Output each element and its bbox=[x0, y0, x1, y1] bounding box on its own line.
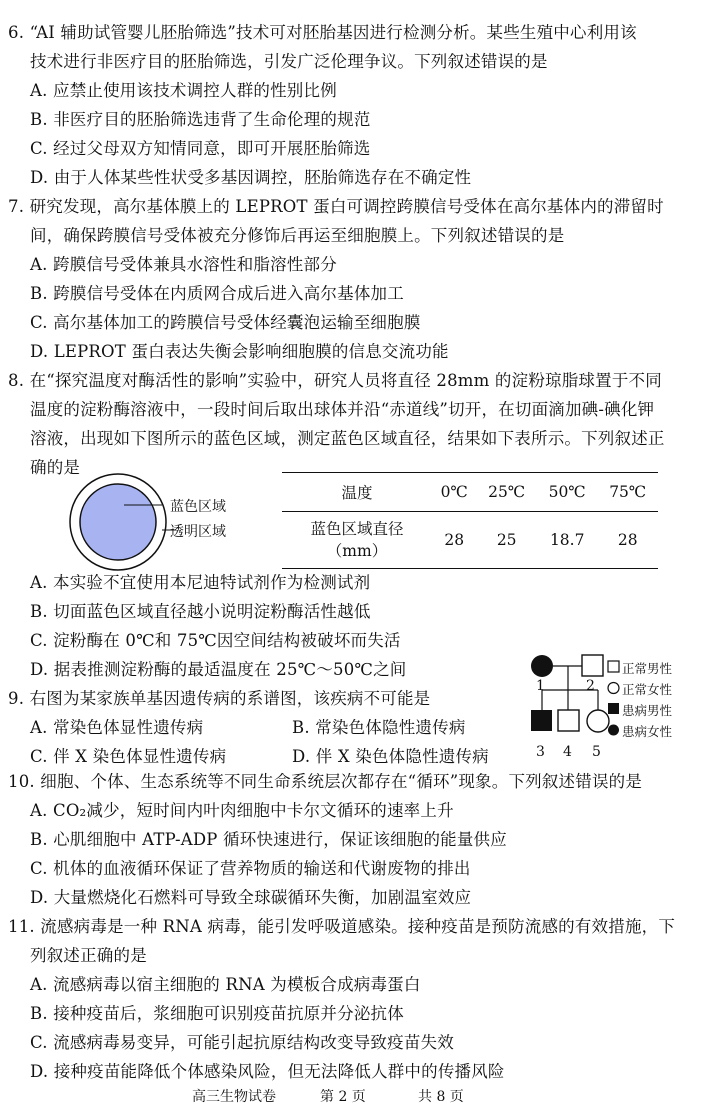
header-0c: 0℃ bbox=[432, 473, 476, 512]
q8-stem-line2: 温度的淀粉酶溶液中，一段时间后取出球体并沿“赤道线”切开，在切面滴加碘-碘化钾 bbox=[30, 400, 655, 419]
temperature-table bbox=[282, 472, 658, 569]
q8-stem-line3: 溶液，出现如下图所示的蓝色区域，测定蓝色区域直径，结果如下表所示。下列叙述正 bbox=[30, 429, 665, 448]
q7-stem-line1: 7. 研究发现，高尔基体膜上的 LEPROT 蛋白可调控跨膜信号受体在高尔基体内的滞留时 bbox=[8, 197, 664, 216]
q10-option-c: C. 机体的血液循环保证了营养物质的输送和代谢废物的排出 bbox=[30, 859, 471, 878]
pedigree-id-3: 3 bbox=[536, 744, 545, 760]
pedigree-chart bbox=[520, 648, 620, 748]
header-temperature: 温度 bbox=[282, 473, 432, 512]
footer-total: 共 8 页 bbox=[418, 1089, 464, 1105]
agar-sphere-figure bbox=[58, 468, 178, 576]
row-label-line2: （mm） bbox=[326, 542, 388, 560]
q11-option-a: A. 流感病毒以宿主细胞的 RNA 为模板合成病毒蛋白 bbox=[30, 975, 421, 994]
q11-stem-line2: 列叙述正确的是 bbox=[30, 946, 147, 965]
individual-1-affected-female bbox=[531, 655, 553, 677]
footer-subject: 高三生物试卷 bbox=[192, 1089, 276, 1105]
q7-option-a: A. 跨膜信号受体兼具水溶性和脂溶性部分 bbox=[30, 255, 337, 274]
q11-option-c: C. 流感病毒易变异，可能引起抗原结构改变导致疫苗失效 bbox=[30, 1033, 454, 1052]
legend-normal-female: 正常女性 bbox=[622, 682, 673, 697]
value-25c: 25 bbox=[476, 512, 537, 569]
legend-affected-male: 患病男性 bbox=[622, 703, 673, 718]
pedigree-legend-symbols bbox=[606, 658, 622, 742]
value-50c: 18.7 bbox=[537, 512, 598, 569]
pedigree-id-1: 1 bbox=[536, 678, 545, 694]
legend-normal-male: 正常男性 bbox=[622, 661, 673, 676]
pedigree-id-4: 4 bbox=[563, 744, 572, 760]
q9-option-c: C. 伴 X 染色体显性遗传病 bbox=[30, 747, 227, 766]
individual-2-normal-male bbox=[582, 655, 603, 676]
individual-3-affected-male bbox=[531, 710, 552, 731]
q8-option-c: C. 淀粉酶在 0℃和 75℃因空间结构被破坏而失活 bbox=[30, 631, 401, 650]
legend-normal-female-icon bbox=[608, 683, 619, 694]
row-label bbox=[282, 512, 432, 569]
legend-affected-female-icon bbox=[608, 725, 619, 736]
q11-option-d: D. 接种疫苗能降低个体感染风险，但无法降低人群中的传播风险 bbox=[30, 1062, 505, 1081]
legend-affected-female: 患病女性 bbox=[622, 724, 673, 739]
clear-zone-label: 透明区域 bbox=[170, 524, 226, 540]
q8-stem-line1: 8. 在“探究温度对酶活性的影响”实验中，研究人员将直径 28mm 的淀粉琼脂球置于不同 bbox=[8, 371, 662, 390]
legend-affected-male-icon bbox=[608, 703, 619, 714]
header-25c: 25℃ bbox=[476, 473, 537, 512]
individual-4-normal-male bbox=[558, 710, 579, 731]
footer-page: 第 2 页 bbox=[320, 1089, 366, 1105]
q6-option-a: A. 应禁止使用该技术调控人群的性别比例 bbox=[30, 81, 337, 100]
q8-option-d: D. 据表推测淀粉酶的最适温度在 25℃～50℃之间 bbox=[30, 660, 407, 679]
pedigree-id-2: 2 bbox=[586, 678, 595, 694]
q6-option-d: D. 由于人体某些性状受多基因调控，胚胎筛选存在不确定性 bbox=[30, 168, 472, 187]
q6-stem-line1: 6. “AI 辅助试管婴儿胚胎筛选”技术可对胚胎基因进行检测分析。某些生殖中心利用该 bbox=[8, 23, 637, 42]
q9-option-a: A. 常染色体显性遗传病 bbox=[30, 718, 204, 737]
legend-normal-male-icon bbox=[608, 661, 619, 672]
q6-option-c: C. 经过父母双方知情同意，即可开展胚胎筛选 bbox=[30, 139, 371, 158]
q7-option-c: C. 高尔基体加工的跨膜信号受体经囊泡运输至细胞膜 bbox=[30, 313, 421, 332]
q8-stem-line4: 确的是 bbox=[30, 458, 81, 477]
blue-zone-label: 蓝色区域 bbox=[170, 499, 226, 515]
header-75c: 75℃ bbox=[597, 473, 658, 512]
q9-stem: 9. 右图为某家族单基因遗传病的系谱图，该疾病不可能是 bbox=[8, 689, 431, 708]
value-0c: 28 bbox=[432, 512, 476, 569]
q9-option-b: B. 常染色体隐性遗传病 bbox=[292, 718, 466, 737]
blue-zone-circle bbox=[80, 484, 156, 560]
q10-option-b: B. 心肌细胞中 ATP-ADP 循环快速进行，保证该细胞的能量供应 bbox=[30, 830, 507, 849]
q11-stem-line1: 11. 流感病毒是一种 RNA 病毒，能引发呼吸道感染。接种疫苗是预防流感的有效措施，下 bbox=[8, 917, 676, 936]
header-50c: 50℃ bbox=[537, 473, 598, 512]
q9-option-d: D. 伴 X 染色体隐性遗传病 bbox=[292, 747, 489, 766]
q6-option-b: B. 非医疗目的胚胎筛选违背了生命伦理的规范 bbox=[30, 110, 371, 129]
pedigree-id-5: 5 bbox=[592, 744, 601, 760]
table-row bbox=[282, 512, 658, 569]
q10-stem: 10. 细胞、个体、生态系统等不同生命系统层次都存在“循环”现象。下列叙述错误的是 bbox=[8, 772, 643, 791]
table-header-row bbox=[282, 473, 658, 512]
value-75c: 28 bbox=[597, 512, 658, 569]
q7-option-d: D. LEPROT 蛋白表达失衡会影响细胞膜的信息交流功能 bbox=[30, 342, 449, 361]
q7-stem-line2: 间，确保跨膜信号受体被充分修饰后再运至细胞膜上。下列叙述错误的是 bbox=[30, 226, 565, 245]
q7-option-b: B. 跨膜信号受体在内质网合成后进入高尔基体加工 bbox=[30, 284, 404, 303]
q11-option-b: B. 接种疫苗后，浆细胞可识别疫苗抗原并分泌抗体 bbox=[30, 1004, 404, 1023]
q10-option-a: A. CO₂减少，短时间内叶肉细胞中卡尔文循环的速率上升 bbox=[30, 801, 454, 820]
q8-option-b: B. 切面蓝色区域直径越小说明淀粉酶活性越低 bbox=[30, 602, 371, 621]
q6-stem-line2: 技术进行非医疗目的胚胎筛选，引发广泛伦理争议。下列叙述错误的是 bbox=[30, 52, 548, 71]
q8-option-a: A. 本实验不宜使用本尼迪特试剂作为检测试剂 bbox=[30, 573, 371, 592]
q10-option-d: D. 大量燃烧化石燃料可导致全球碳循环失衡，加剧温室效应 bbox=[30, 888, 472, 907]
row-label-line1: 蓝色区域直径 bbox=[310, 520, 404, 538]
